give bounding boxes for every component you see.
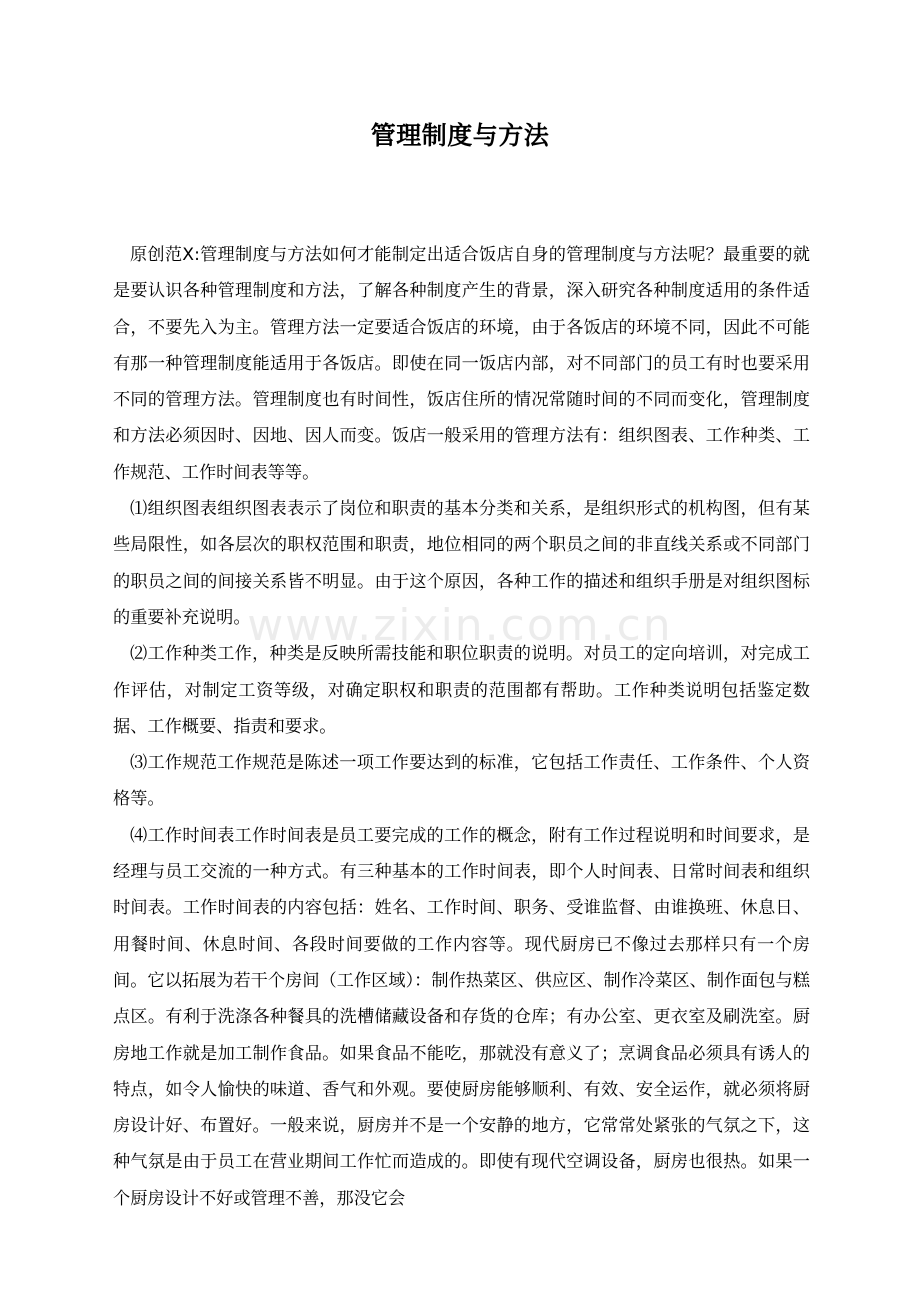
document-body: [113, 237, 810, 1217]
document-title: 管理制度与方法: [370, 121, 550, 150]
paragraph-org-chart: ⑴组织图表组织图表表示了岗位和职责的基本分类和关系，是组织形式的机构图，但有某些局限性，如各层次的职权范围和职责，地位相同的两个职员之间的非直线关系或不同部门的职员之间的间接关系皆不明显。由于这个原因，各种工作的描述和组织手册是对组织图标的重要补充说明。: [113, 499, 810, 628]
paragraph-work-schedule: ⑷工作时间表工作时间表是员工要完成的工作的概念，附有工作过程说明和时间要求，是经理与员工交流的一种方式。有三种基本的工作时间表，即个人时间表、日常时间表和组织时间表。工作时间表的内容包括：姓名、工作时间、职务、受谁监督、由谁换班、休息日、用餐时间、休息时间、各段时间要做的工作内容等。现代厨房已不像过去那样只有一个房间。它以拓展为若干个房间（工作区域）：制作热菜区、供应区、制作冷菜区、制作面包与糕点区。有利于洗涤各种餐具的洗槽储藏设备和存货的仓库；有办公室、更衣室及刷洗室。厨房地工作就是加工制作食品。如果食品不能吃，那就没有意义了；烹调食品必须具有诱人的特点，如令人愉快的味道、香气和外观。要使厨房能够顺利、有效、安全运作，就必须将厨房设计好、布置好。一般来说，厨房并不是一个安静的地方，它常常处紧张的气氛之下，这种气氛是由于员工在营业期间工作忙而造成的。即使有现代空调设备，厨房也很热。如果一个厨房设计不好或管理不善，那没它会: [113, 825, 810, 1209]
paragraph-job-types: ⑵工作种类工作，种类是反映所需技能和职位职责的说明。对员工的定向培训，对完成工作评估，对制定工资等级，对确定职权和职责的范围都有帮助。工作种类说明包括鉴定数据、工作概要、指责和要求。: [113, 644, 810, 737]
watermark: www.zixin.com.cn: [247, 600, 673, 651]
paragraph-job-specs: ⑶工作规范工作规范是陈述一项工作要达到的标准，它包括工作责任、工作条件、个人资格等。: [113, 753, 810, 810]
paragraph-intro: 原创范X:管理制度与方法如何才能制定出适合饭店自身的管理制度与方法呢？最重要的就是要认识各种管理制度和方法，了解各种制度产生的背景，深入研究各种制度适用的条件适合，不要先入为主。管理方法一定要适合饭店的环境，由于各饭店的环境不同，因此不可能有那一种管理制度能适用于各饭店。即使在同一饭店内部，对不同部门的员工有时也要采用不同的管理方法。管理制度也有时间性，饭店住所的情况常随时间的不同而变化，管理制度和方法必须因时、因地、因人而变。饭店一般采用的管理方法有：组织图表、工作种类、工作规范、工作时间表等等。: [113, 245, 810, 483]
